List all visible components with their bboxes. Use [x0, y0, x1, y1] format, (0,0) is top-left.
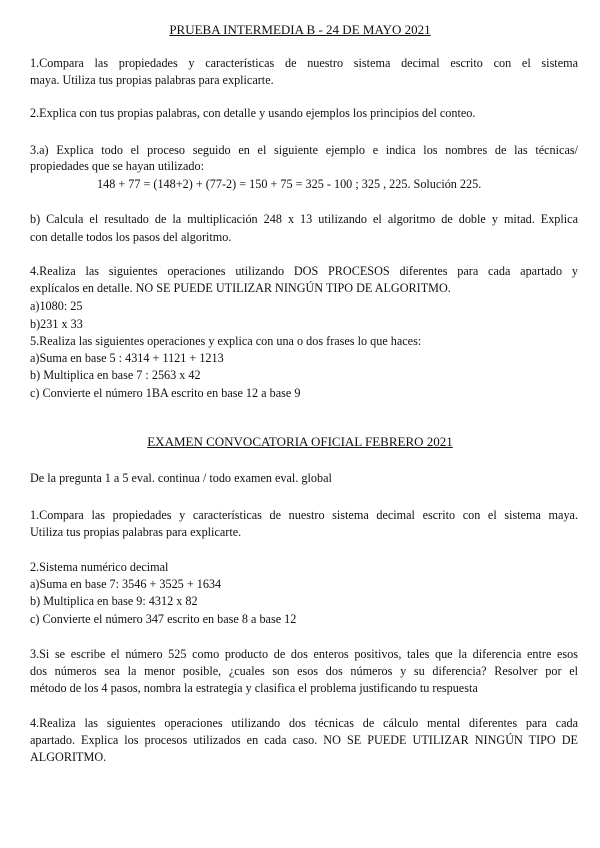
s2-question-4-line-1: 4.Realiza las siguientes operaciones utilizando dos técnicas de cálculo mental diferentes para cada — [30, 716, 578, 730]
s1-question-5-line-1: 5.Realiza las siguientes operaciones y explica con una o dos frases lo que haces: — [30, 334, 422, 348]
s2-question-2-item-a: a)Suma en base 7: 3546 + 3525 + 1634 — [30, 577, 222, 591]
s1-question-5-item-a: a)Suma en base 5 : 4314 + 1121 + 1213 — [30, 351, 224, 365]
s1-question-5-item-b: b) Multiplica en base 7 : 2563 x 42 — [30, 368, 201, 382]
s2-question-2-line-1: 2.Sistema numérico decimal — [30, 560, 169, 574]
s2-question-3-line-1: 3.Si se escribe el número 525 como producto de dos enteros positivos, tales que la diferencia entre esos — [30, 647, 578, 661]
s1-question-3a-line-2: propiedades que se hayan utilizado: — [30, 159, 204, 173]
s1-question-3b-line-1: b) Calcula el resultado de la multiplicación 248 x 13 utilizando el algoritmo de doble y mitad. Explica — [30, 212, 578, 226]
s1-question-4-item-b: b)231 x 33 — [30, 317, 83, 331]
s2-question-1-line-1: 1.Compara las propiedades y características de nuestro sistema decimal escrito con el sistema maya. — [30, 508, 578, 522]
s1-question-3b-line-2: con detalle todos los pasos del algoritmo. — [30, 230, 232, 244]
s2-question-4-line-2: apartado. Explica los procesos utilizados en cada caso. NO SE PUEDE UTILIZAR NINGÚN TIPO DE — [30, 733, 578, 747]
s1-question-3a-equation: 148 + 77 = (148+2) + (77-2) = 150 + 75 = 325 - 100 ; 325 , 225. Solución 225. — [97, 177, 482, 191]
s1-question-1-line-1: 1.Compara las propiedades y características de nuestro sistema decimal escrito con el sistema — [30, 56, 578, 70]
s1-question-4-line-2: explícalos en detalle. NO SE PUEDE UTILIZAR NINGÚN TIPO DE ALGORITMO. — [30, 281, 451, 295]
s2-question-4-line-3: ALGORITMO. — [30, 750, 107, 764]
s2-question-2-item-c: c) Convierte el número 347 escrito en base 8 a base 12 — [30, 612, 297, 626]
s2-question-3-line-2: dos números sea la menor posible, ¿cuales son esos dos números y su diferencia? Resolver por el — [30, 664, 578, 678]
s1-question-1-line-2: maya. Utiliza tus propias palabras para explicarte. — [30, 73, 274, 87]
s1-question-4-line-1: 4.Realiza las siguientes operaciones utilizando DOS PROCESOS diferentes para cada apartado y — [30, 264, 578, 278]
s1-question-2-line-1: 2.Explica con tus propias palabras, con detalle y usando ejemplos los principios del conteo. — [30, 106, 476, 120]
s1-question-5-item-c: c) Convierte el número 1BA escrito en base 12 a base 9 — [30, 386, 301, 400]
s1-question-4-item-a: a)1080: 25 — [30, 299, 83, 313]
s2-question-2-item-b: b) Multiplica en base 9: 4312 x 82 — [30, 594, 198, 608]
section-title-examen-convocatoria: EXAMEN CONVOCATORIA OFICIAL FEBRERO 2021 — [147, 434, 453, 449]
section-title-prueba-intermedia: PRUEBA INTERMEDIA B - 24 DE MAYO 2021 — [169, 22, 431, 37]
s2-question-3-line-3: método de los 4 pasos, nombra la estrategia y clasifica el problema justificando tu respuesta — [30, 681, 478, 695]
s2-question-1-line-2: Utiliza tus propias palabras para explicarte. — [30, 525, 242, 539]
s1-question-3a-line-1: 3.a) Explica todo el proceso seguido en el siguiente ejemplo e indica los nombres de las técnicas/ — [30, 143, 578, 157]
s2-intro: De la pregunta 1 a 5 eval. continua / todo examen eval. global — [30, 471, 332, 485]
